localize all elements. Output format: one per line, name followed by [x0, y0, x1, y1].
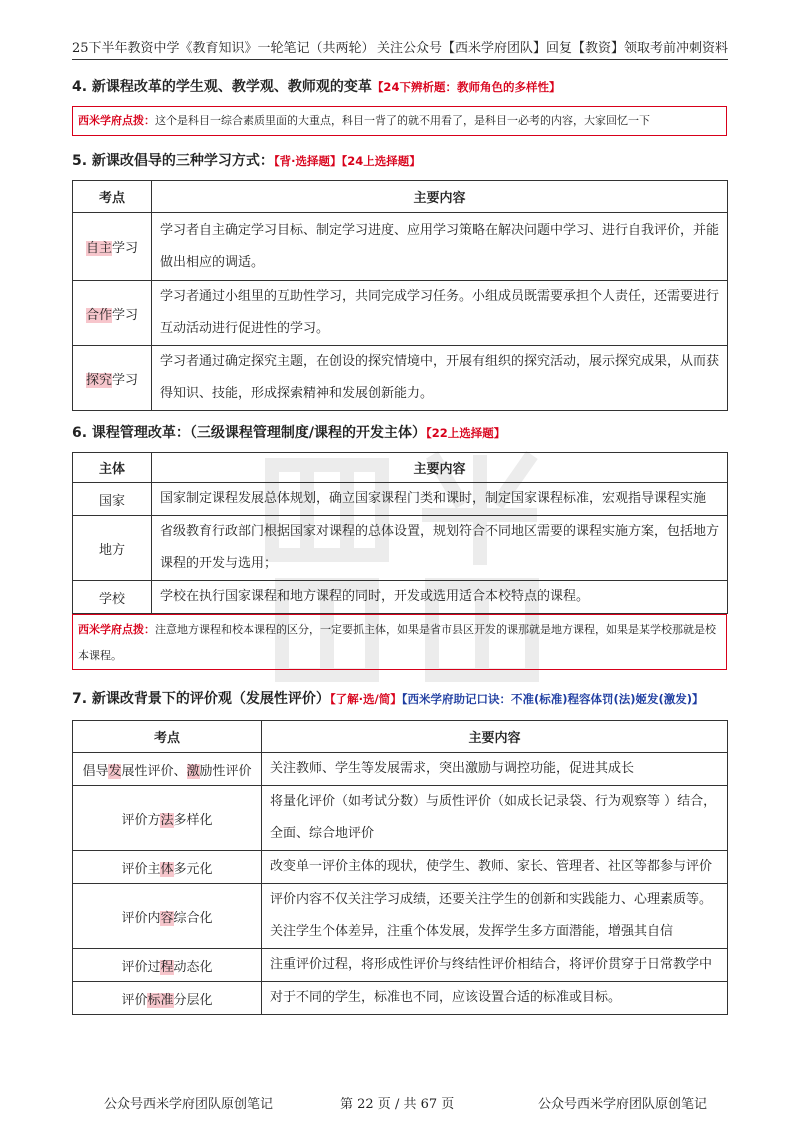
- footer-left: 公众号西米学府团队原创笔记: [104, 1097, 274, 1112]
- table-row: 探究学习 学习者通过确定探究主题，在创设的探究情境中，开展有组织的探究活动，展示探究成果，从而获得知识、技能，形成探索精神和发展创新能力。: [73, 346, 728, 411]
- header-left: 25下半年教资中学《教育知识》一轮笔记（共两轮）: [72, 41, 375, 56]
- table-row: 评价过程动态化 注重评价过程，将形成性评价与终结性评价相结合，将评价贯穿于日常教学中: [73, 949, 728, 982]
- section-6-title: 6. 课程管理改革：（三级课程管理制度/课程的开发主体）【22上选择题】: [72, 425, 506, 441]
- evaluation-table: 考点 主要内容 倡导发展性评价、激励性评价 关注教师、学生等发展需求，突出激励与调控功能，促进其成长 评价方法多样化 将量化评价（如考试分数）与质性评价（如成长记录袋、行为观察等 ）结合，全面、综合地评价 评价主体多元化 改变单一评价主体的现状，使学生、教师、家长、管理者、社区等都参与评价 评价内容综合化 评价内容不仅关注学习成绩，还要关注学生的创新和实践能力、心理素质等。关注学生个体差异，注重个体发展，发挥学生多方面潜能，增强其自信 评价过程动态化 注重评价过程，将形成性评价与终结性评价相结合，将评价贯穿于日常教学中 评价标准分层化 对于不同的学生，标准也不同，应该设置合适的标准或目标。: [72, 720, 728, 1015]
- header-right: 关注公众号【西米学府团队】回复【教资】领取考前冲刺资料: [376, 41, 728, 56]
- footer-right: 公众号西米学府团队原创笔记: [538, 1097, 708, 1112]
- tip-box-1: 西米学府点拨：这个是科目一综合素质里面的大重点，科目一背了的就不用看了，是科目一必考的内容，大家回忆一下: [72, 106, 727, 136]
- learning-styles-table: 考点 主要内容 自主学习 学习者自主确定学习目标、制定学习进度、应用学习策略在解决问题中学习、进行自我评价，并能做出相应的调适。 合作学习 学习者通过小组里的互助性学习，共同完成学习任务。小组成员既需要承担个人责任，还需要进行互动活动进行促进性的学习。 探究学习 学习者通过确定探究主题，在创设的探究情境中，开展有组织的探究活动，展示探究成果，从而获得知识、技能，形成探索精神和发展创新能力。: [72, 180, 728, 411]
- section-5-title: 5. 新课改倡导的三种学习方式：【背·选择题】【24上选择题】: [72, 153, 421, 169]
- curriculum-management-table: 主体 主要内容 国家 国家制定课程发展总体规划，确立国家课程门类和课时，制定国家课程标准，宏观指导课程实施 地方 省级教育行政部门根据国家对课程的总体设置，规划符合不同地区需要的课程实施方案，包括地方课程的开发与选用； 学校 学校在执行国家课程和地方课程的同时，开发或选用适合本校特点的课程。: [72, 452, 728, 614]
- tip-box-2: 西米学府点拨：注意地方课程和校本课程的区分，一定要抓主体，如果是省市县区开发的课那就是地方课程，如果是某学校那就是校本课程。: [72, 614, 727, 670]
- section-7-title: 7. 新课改背景下的评价观（发展性评价）【了解·选/简】【西米学府助记口诀：不准(标准)程容体罚(法)姬发(激发)】: [72, 691, 704, 707]
- section-4-title: 4. 新课程改革的学生观、教学观、教师观的变革【24下辨析题：教师角色的多样性】: [72, 79, 561, 95]
- table-row: 学校 学校在执行国家课程和地方课程的同时，开发或选用适合本校特点的课程。: [73, 581, 728, 614]
- table-row: 评价主体多元化 改变单一评价主体的现状，使学生、教师、家长、管理者、社区等都参与评价: [73, 851, 728, 884]
- table-row: 合作学习 学习者通过小组里的互助性学习，共同完成学习任务。小组成员既需要承担个人责任，还需要进行互动活动进行促进性的学习。: [73, 281, 728, 346]
- table-row: 倡导发展性评价、激励性评价 关注教师、学生等发展需求，突出激励与调控功能，促进其成长: [73, 753, 728, 786]
- page-number: 第 22 页 / 共 67 页: [340, 1097, 455, 1112]
- table-row: 自主学习 学习者自主确定学习目标、制定学习进度、应用学习策略在解决问题中学习、进行自我评价，并能做出相应的调适。: [73, 213, 728, 281]
- table-row: 国家 国家制定课程发展总体规划，确立国家课程门类和课时，制定国家课程标准，宏观指导课程实施: [73, 483, 728, 516]
- table-row: 地方 省级教育行政部门根据国家对课程的总体设置，规划符合不同地区需要的课程实施方案，包括地方课程的开发与选用；: [73, 516, 728, 581]
- table-row: 评价标准分层化 对于不同的学生，标准也不同，应该设置合适的标准或目标。: [73, 982, 728, 1015]
- table-row: 评价方法多样化 将量化评价（如考试分数）与质性评价（如成长记录袋、行为观察等 ）结合，全面、综合地评价: [73, 786, 728, 851]
- table-row: 评价内容综合化 评价内容不仅关注学习成绩，还要关注学生的创新和实践能力、心理素质等。关注学生个体差异，注重个体发展，发挥学生多方面潜能，增强其自信: [73, 884, 728, 949]
- page-header: [72, 34, 728, 60]
